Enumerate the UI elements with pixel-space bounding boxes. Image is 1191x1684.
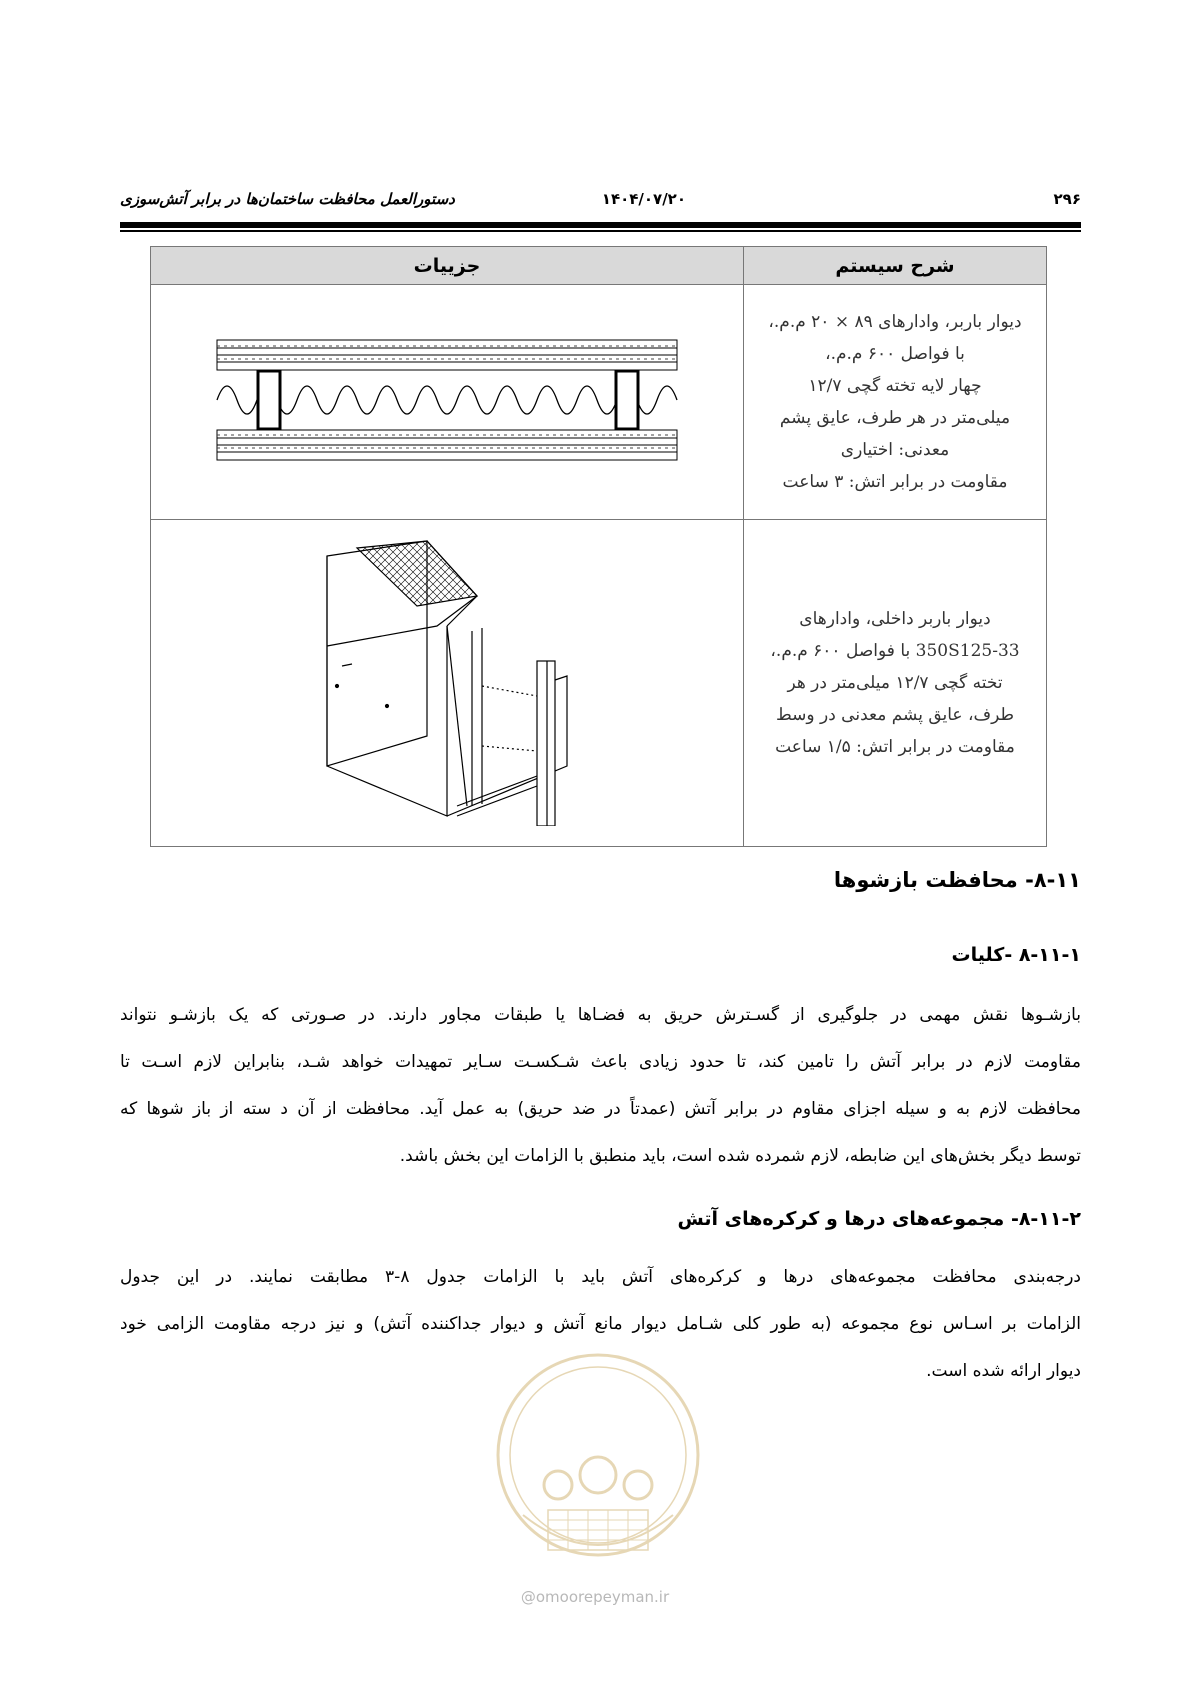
subsection-heading-fire-doors: ۸-۱۱-۲- مجموعه‌های درها و کرکره‌های آتش [677, 1208, 1081, 1230]
description-line: دیوار باربر داخلی، وادارهای [799, 609, 991, 629]
paragraph-line: بازشـوها نقش مهمی در جلوگیری از گسـترش حریق به فضـاها یا طبقات مجاور دارند. در صـورتی که یک بازشـو نتواند [120, 1005, 1081, 1025]
system-detail-drawing [151, 285, 744, 520]
wall-isometric-drawing [297, 536, 597, 826]
description-line: مقاومت در برابر اتش: ۱/۵ ساعت [775, 737, 1015, 757]
header-rule-thick [120, 222, 1081, 228]
description-line: مقاومت در برابر اتش: ۳ ساعت [782, 472, 1008, 492]
paragraph-line: دیوار ارائه شده است. [926, 1361, 1081, 1381]
description-line: با فواصل ۶۰۰ م.م.، [825, 344, 965, 364]
table-row [151, 285, 1047, 520]
system-description [744, 520, 1047, 847]
paragraph-general [120, 992, 1081, 1180]
column-header-description: شرح سیستم [744, 247, 1047, 285]
section-heading: ۸-۱۱- محافظت بازشوها [833, 868, 1081, 892]
paragraph-line: محافظت لازم به و سیله اجزای مقاوم در برابر آتش (عمدتاً در ضد حریق) به عمل آید. محافظت از آن د سته از باز شوها که [120, 1099, 1081, 1119]
watermark-url: @omoorepeyman.ir [520, 1588, 670, 1606]
subsection-heading-general: ۸-۱۱-۱ -کلیات [951, 944, 1081, 966]
wall-systems-table [150, 246, 1047, 847]
system-description [744, 285, 1047, 520]
header-title: دستورالعمل محافظت ساختمان‌ها در برابر آتش‌سوزی [120, 190, 455, 208]
header-rule-thin [120, 230, 1081, 232]
paragraph-line: الزامات بر اسـاس نوع مجموعه (به طور کلی شـامل دیوار مانع آتش و دیوار جداکننده آتش) و نیز درجه مقاومت الزامی خود [120, 1314, 1081, 1334]
table-row [151, 520, 1047, 847]
description-line: 350S125-33 با فواصل ۶۰۰ م.م.، [770, 641, 1020, 661]
description-line: طرف، عایق پشم معدنی در وسط [776, 705, 1014, 725]
description-line: دیوار باربر، وادارهای ۸۹ × ۲۰ م.م.، [768, 312, 1022, 332]
page-number: ۲۹۶ [1053, 190, 1081, 208]
paragraph-line: توسط دیگر بخش‌های این ضابطه، لازم شمرده شده است، باید منطبق با الزامات این بخش باشد. [399, 1146, 1081, 1166]
description-line: میلی‌متر در هر طرف، عایق پشم [779, 408, 1011, 428]
description-line: چهار لایه تخته گچی ۱۲/۷ [808, 376, 982, 396]
description-line: معدنی: اختیاری [840, 440, 950, 460]
running-header [120, 186, 1081, 214]
system-detail-drawing [151, 520, 744, 847]
header-date: ۱۴۰۴/۰۷/۲۰ [601, 190, 686, 208]
table-header-row [151, 247, 1047, 285]
column-header-details: جزییات [151, 247, 744, 285]
wall-section-drawing [212, 335, 682, 465]
description-line: تخته گچی ۱۲/۷ میلی‌متر در هر [787, 673, 1003, 693]
watermark-logo [478, 1325, 718, 1605]
paragraph-line: درجه‌بندی محافظت مجموعه‌های درها و کرکره‌های آتش باید با الزامات جدول ۸-۳ مطابقت نمایند. در این جدول [120, 1267, 1081, 1287]
paragraph-line: مقاومت لازم در برابر آتش را تامین کند، تا حدود زیادی باعث شـکسـت سـایر تمهیدات خواهد شـد، بنابراین لازم اسـت تا [120, 1052, 1081, 1072]
